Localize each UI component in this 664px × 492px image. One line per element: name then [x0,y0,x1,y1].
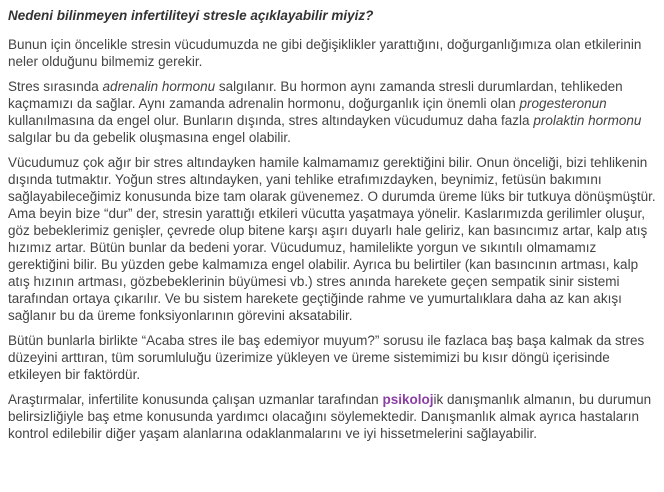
paragraph-intro: Bunun için öncelikle stresin vücudumuzda ne gibi değişiklikler yarattığını, doğurganlığımıza olan etkilerinin neler olduğunu bilmemiz gerekir. [8,37,642,69]
paragraph-text: kullanılmasına da engel olur. Bunların dışında, stres altındayken vücudumuz daha fazla [8,113,534,128]
paragraph-body-response: Vücudumuz çok ağır bir stres altındayken hamile kalmamamız gerektiğini bilir. Onun önceliği, bizi tehlikenin dışında tutmaktır. Yoğun stres altındayken, yani tehlike etrafımızdayken, beynimiz, fetüsün bakımını sağlayabileceğimiz konusunda bize tam olarak güvenemez. O durumda üreme lüks bir tutkuya dönüşmüştür. Ama beyin bize “dur” der, stresin yarattığı etkileri vücutta yaşatmaya yönelir. Kaslarımızda gerilimler oluşur, göz bebeklerimiz genişler, çevrede olup bitene karşı aşırı duyarlı hale geliriz, kan basıncımız artar, kalp atış hızımız artar. Bütün bunlar da bedeni yorar. Vücudumuz, hamilelikte yorgun ve sıkıntılı olmamamız gerektiğini bilir. Bu yüzden gebe kalmamıza engel olabilir. Ayrıca bu belirtiler (kan basıncının artması, kalp atış hızının artması, gözbebeklerinin büyümesi vb.) stres anında harekete geçen sempatik sinir sistemi tarafından ortaya çıkarılır. Ve bu sistem harekete geçtiğinde rahme ve yumurtalıklara daha az kan akışı sağlanır bu da üreme fonksiyonlarının görevini aksatabilir. [8,155,656,323]
paragraph-cycle: Bütün bunlarla birlikte “Acaba stres ile baş edemiyor muyum?” sorusu ile fazlaca baş başa kalmak da stres düzeyini arttıran, tüm sorumluluğu üzerimize yükleyen ve üreme sistemimizi bu kısır döngü içerisinde etkileyen bir faktördür. [8,333,645,382]
article-body [8,7,656,450]
term-prolaktin: prolaktin hormonu [533,113,642,128]
paragraph-counseling [8,391,656,442]
term-adrenalin: adrenalin hormonu [102,79,216,94]
paragraph-text: salgılanır. Bu hormon aynı zamanda stresli durumlardan, tehlikeden kaçmamızı da sağlar. Aynı zamanda adrenalin hormonu, doğurganlık için önemli olan [8,79,623,111]
paragraph-text: Araştırmalar, infertilite konusunda çalışan uzmanlar tarafından [8,392,383,407]
paragraph-text: Stres sırasında [8,79,103,94]
article-heading: Nedeni bilinmeyen infertiliteyi stresle açıklayabilir miyiz? [8,8,374,23]
term-progesteron: progesteronun [519,96,607,111]
paragraph-hormones [8,78,656,146]
psikoloji-link[interactable]: psikoloj [382,392,434,407]
paragraph-text: ik danışmanlık almanın, bu durumun belirsizliğiyle baş etme konusunda yardımcı olacağını söylemektedir. Danışmanlık almak ayrıca hastaların kontrol edilebilir diğer yaşam alanlarına odaklanmalarını ve iyi hissetmelerini sağlayabilir. [8,392,652,441]
paragraph-text: salgılar bu da gebelik oluşmasına engel olabilir. [8,130,291,145]
